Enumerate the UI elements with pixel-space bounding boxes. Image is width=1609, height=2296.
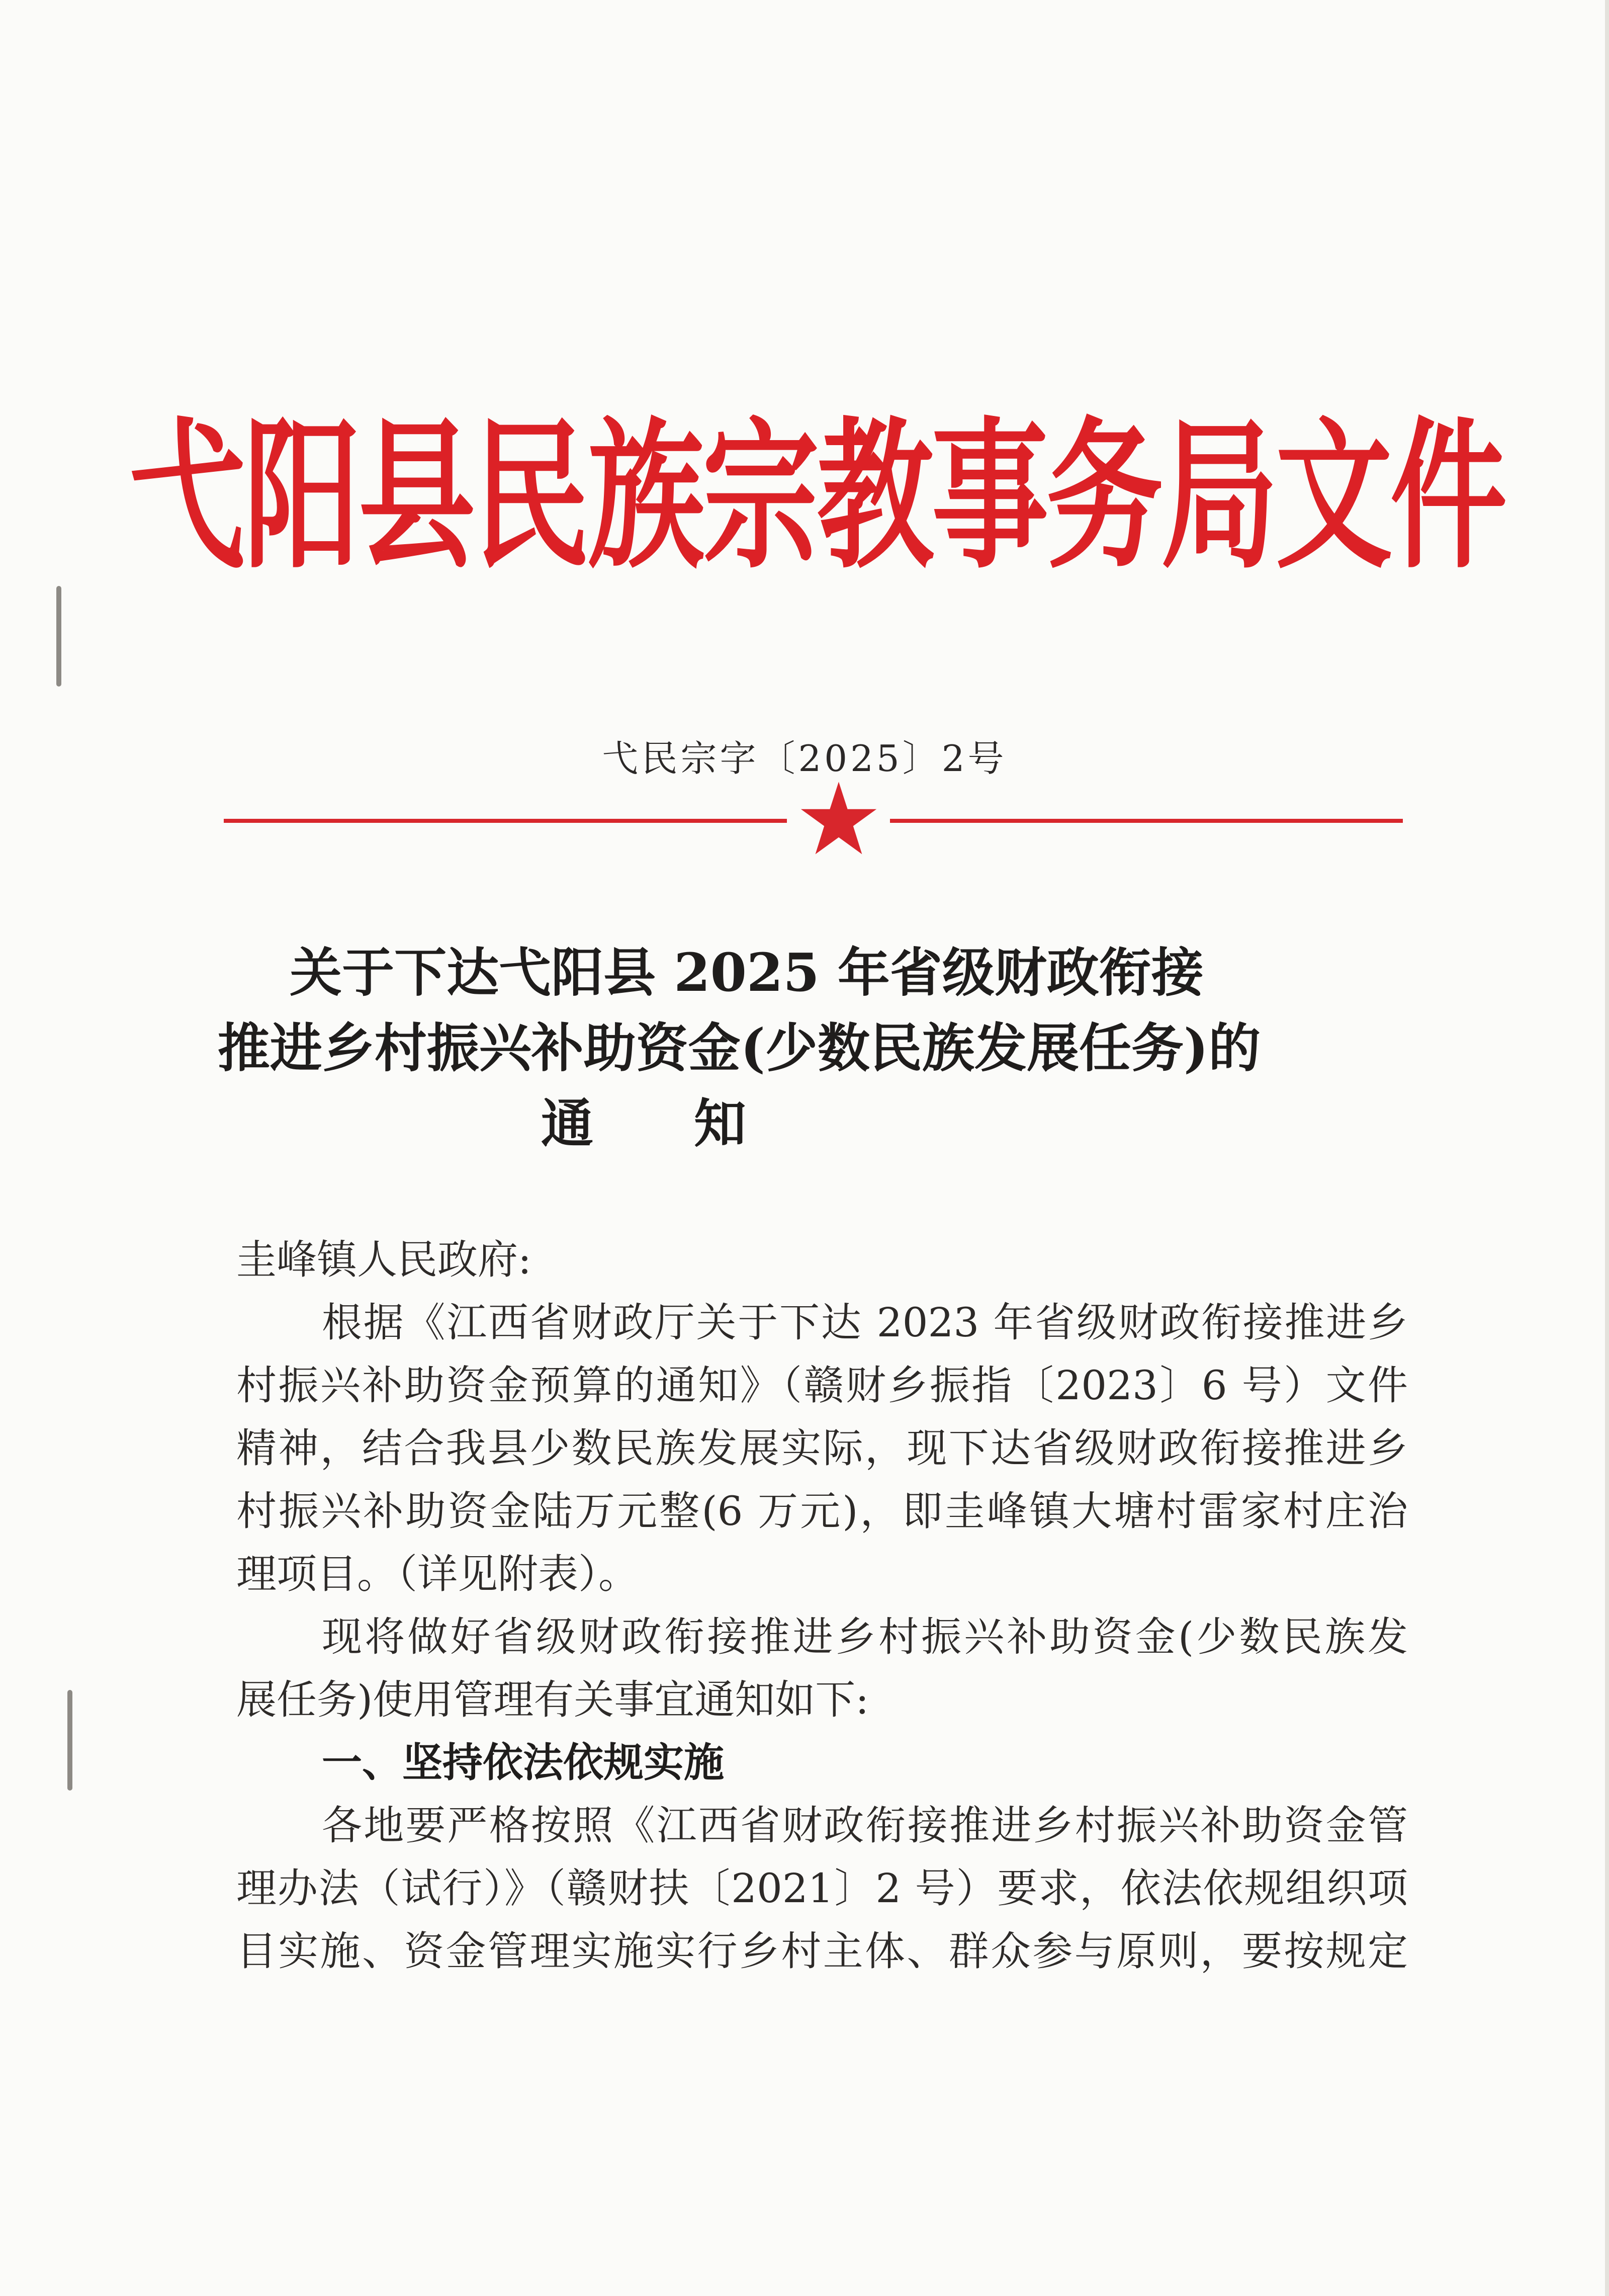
body-line: 展任务)使用管理有关事宜通知如下:: [236, 1676, 869, 1723]
body-line: 理办法（试行）》（赣财扶〔2021〕2 号）要求，依法依规组织项: [236, 1865, 1408, 1912]
document-masthead: 弋阳县民族宗教事务局文件: [129, 402, 1505, 590]
addressee: 圭峰镇人民政府:: [236, 1236, 531, 1283]
staple-mark: [56, 586, 61, 687]
section-heading: 一、坚持依法依规实施: [322, 1739, 724, 1786]
body-line: 根据《江西省财政厅关于下达 2023 年省级财政衔接推进乡: [322, 1299, 1408, 1346]
body-line: 村振兴补助资金预算的通知》（赣财乡振指〔2023〕6 号）文件: [236, 1362, 1408, 1409]
document-number: 弋民宗字〔2025〕2号: [602, 737, 1007, 780]
red-star-icon: [798, 779, 879, 859]
notice-title-line: 通知: [541, 1092, 847, 1154]
body-line: 目实施、资金管理实施实行乡村主体、群众参与原则，要按规定: [236, 1928, 1408, 1975]
staple-mark: [67, 1690, 72, 1791]
body-line: 村振兴补助资金陆万元整(6 万元)，即圭峰镇大塘村雷家村庄治: [236, 1488, 1408, 1535]
body-line: 精神，结合我县少数民族发展实际，现下达省级财政衔接推进乡: [236, 1425, 1408, 1472]
body-line: 现将做好省级财政衔接推进乡村振兴补助资金(少数民族发: [322, 1613, 1408, 1660]
masthead-rule-right: [890, 819, 1403, 823]
notice-title-line: 推进乡村振兴补助资金(少数民族发展任务)的: [217, 1017, 1261, 1079]
body-line: 各地要严格按照《江西省财政衔接推进乡村振兴补助资金管: [322, 1802, 1408, 1849]
masthead-rule-left: [224, 819, 787, 823]
notice-title-line: 关于下达弋阳县 2025 年省级财政衔接: [290, 942, 1204, 1003]
body-line: 理项目。（详见附表）。: [236, 1551, 639, 1597]
